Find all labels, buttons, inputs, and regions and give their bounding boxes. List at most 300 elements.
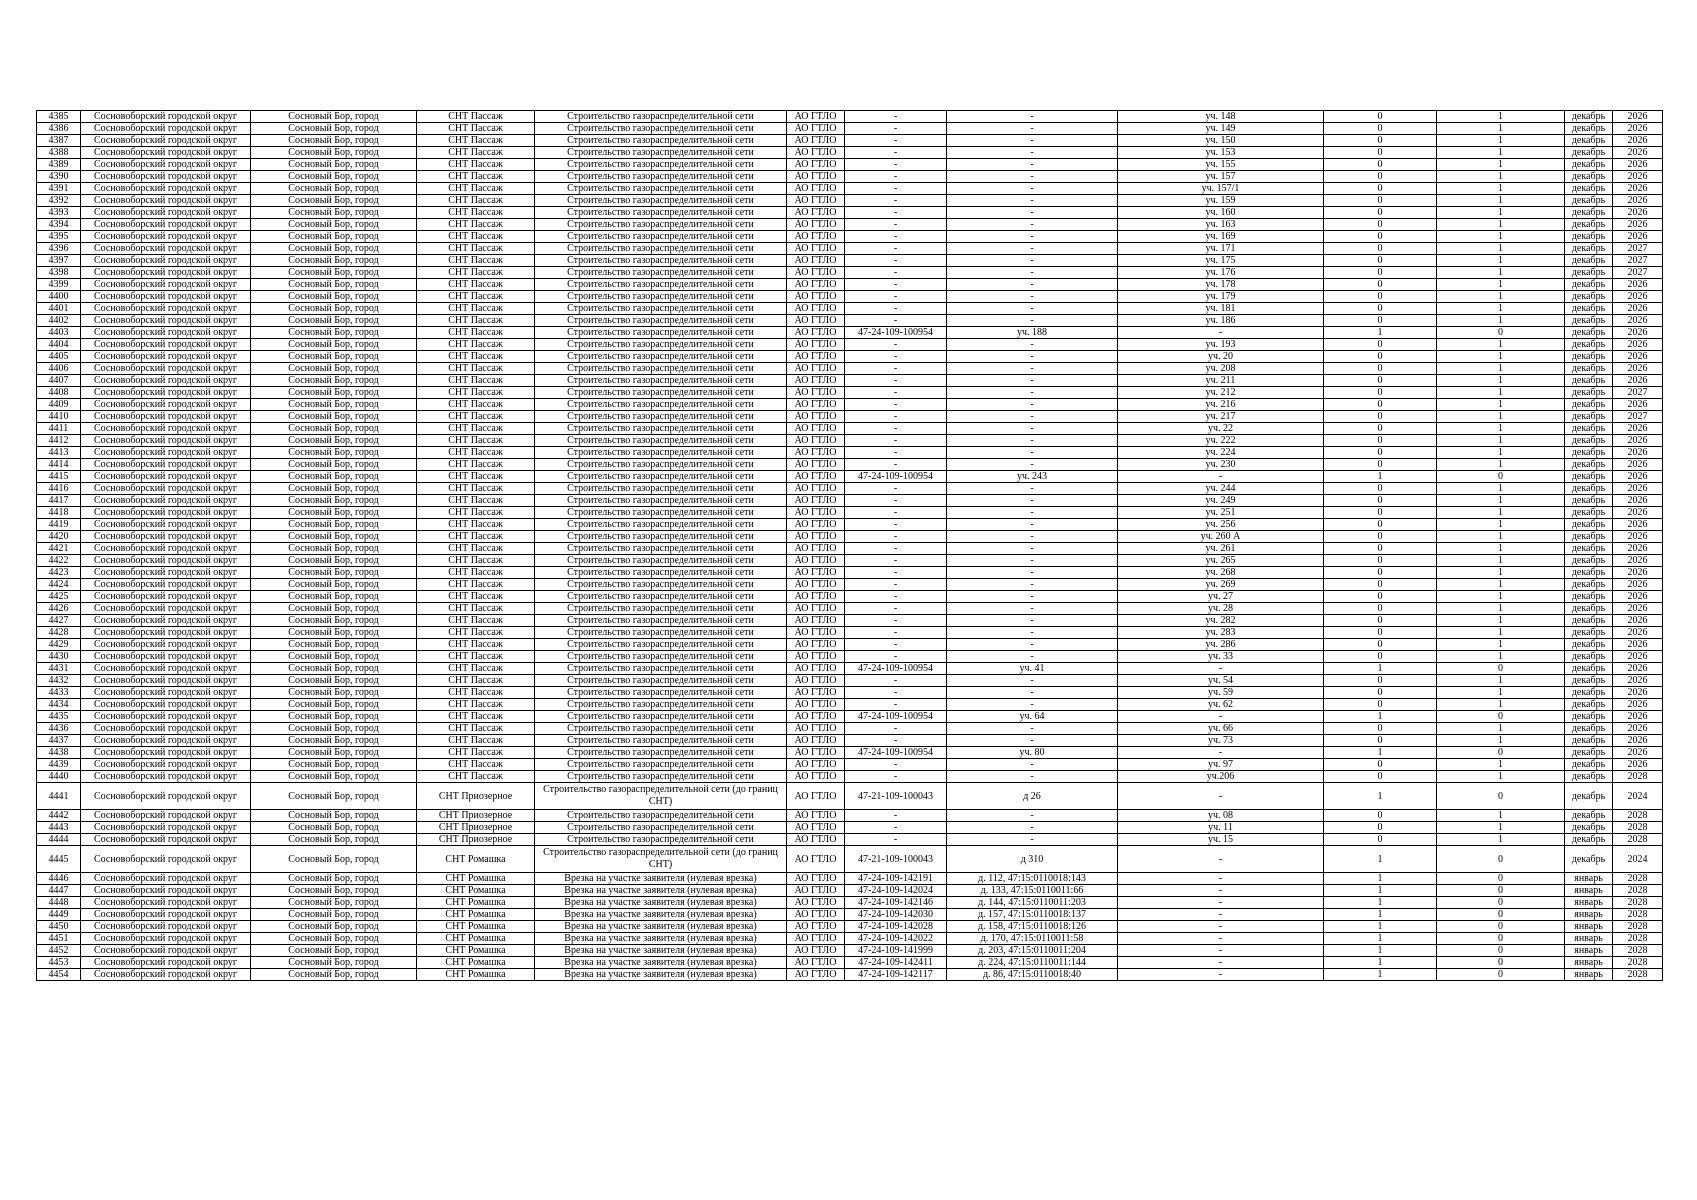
cell-snt-name: СНТ Пассаж xyxy=(417,627,535,639)
cell-month: декабрь xyxy=(1565,507,1613,519)
table-row xyxy=(37,615,1663,627)
cell-month: декабрь xyxy=(1565,387,1613,399)
cell-plot: уч. 33 xyxy=(1118,651,1324,663)
cell-year: 2028 xyxy=(1613,969,1663,981)
cell-organization: АО ГТЛО xyxy=(787,327,845,339)
table-row xyxy=(37,315,1663,327)
cell-snt-name: СНТ Пассаж xyxy=(417,519,535,531)
cell-organization: АО ГТЛО xyxy=(787,399,845,411)
cell-address: - xyxy=(947,735,1118,747)
cell-snt-name: СНТ Ромашка xyxy=(417,945,535,957)
cell-plot: уч. 175 xyxy=(1118,255,1324,267)
table-body xyxy=(37,111,1663,981)
cell-count-b: 1 xyxy=(1437,759,1565,771)
cell-year: 2026 xyxy=(1613,663,1663,675)
cell-snt-name: СНТ Ромашка xyxy=(417,969,535,981)
cell-plot: - xyxy=(1118,921,1324,933)
cell-application-number: 47-24-109-142146 xyxy=(845,897,947,909)
cell-count-b: 1 xyxy=(1437,723,1565,735)
cell-application-number: - xyxy=(845,591,947,603)
cell-work-type: Строительство газораспределительной сети xyxy=(535,627,787,639)
cell-application-number: - xyxy=(845,615,947,627)
cell-month: январь xyxy=(1565,945,1613,957)
cell-address: уч. 80 xyxy=(947,747,1118,759)
cell-count-a: 1 xyxy=(1324,909,1437,921)
cell-settlement: Сосновый Бор, город xyxy=(251,195,417,207)
cell-count-b: 1 xyxy=(1437,291,1565,303)
cell-organization: АО ГТЛО xyxy=(787,687,845,699)
table-row xyxy=(37,783,1663,810)
cell-address: - xyxy=(947,771,1118,783)
cell-municipal-district: Сосновоборский городской округ xyxy=(81,183,251,195)
cell-municipal-district: Сосновоборский городской округ xyxy=(81,231,251,243)
cell-month: январь xyxy=(1565,969,1613,981)
cell-plot: уч. 251 xyxy=(1118,507,1324,519)
cell-address: - xyxy=(947,111,1118,123)
cell-row-number: 4443 xyxy=(37,822,81,834)
cell-plot: уч. 11 xyxy=(1118,822,1324,834)
cell-organization: АО ГТЛО xyxy=(787,351,845,363)
cell-application-number: - xyxy=(845,639,947,651)
cell-row-number: 4438 xyxy=(37,747,81,759)
cell-work-type: Строительство газораспределительной сети xyxy=(535,834,787,846)
cell-snt-name: СНТ Пассаж xyxy=(417,363,535,375)
cell-work-type: Строительство газораспределительной сети xyxy=(535,591,787,603)
cell-address: - xyxy=(947,351,1118,363)
cell-snt-name: СНТ Пассаж xyxy=(417,711,535,723)
cell-month: декабрь xyxy=(1565,555,1613,567)
table-row xyxy=(37,579,1663,591)
cell-year: 2026 xyxy=(1613,123,1663,135)
cell-application-number: 47-24-109-100954 xyxy=(845,663,947,675)
cell-snt-name: СНТ Пассаж xyxy=(417,123,535,135)
cell-count-a: 0 xyxy=(1324,207,1437,219)
cell-row-number: 4453 xyxy=(37,957,81,969)
cell-settlement: Сосновый Бор, город xyxy=(251,747,417,759)
cell-application-number: - xyxy=(845,531,947,543)
cell-year: 2026 xyxy=(1613,219,1663,231)
cell-settlement: Сосновый Бор, город xyxy=(251,339,417,351)
cell-count-b: 0 xyxy=(1437,885,1565,897)
cell-application-number: - xyxy=(845,651,947,663)
cell-snt-name: СНТ Пассаж xyxy=(417,723,535,735)
cell-work-type: Строительство газораспределительной сети xyxy=(535,483,787,495)
cell-address: - xyxy=(947,435,1118,447)
cell-organization: АО ГТЛО xyxy=(787,255,845,267)
cell-work-type: Врезка на участке заявителя (нулевая врезка) xyxy=(535,957,787,969)
cell-year: 2028 xyxy=(1613,771,1663,783)
cell-row-number: 4446 xyxy=(37,873,81,885)
cell-work-type: Строительство газораспределительной сети xyxy=(535,363,787,375)
cell-row-number: 4437 xyxy=(37,735,81,747)
cell-application-number: - xyxy=(845,255,947,267)
cell-count-b: 1 xyxy=(1437,195,1565,207)
cell-count-a: 0 xyxy=(1324,423,1437,435)
cell-work-type: Врезка на участке заявителя (нулевая врезка) xyxy=(535,945,787,957)
cell-snt-name: СНТ Пассаж xyxy=(417,531,535,543)
cell-address: д. 86, 47:15:0110018:40 xyxy=(947,969,1118,981)
cell-application-number: 47-24-109-142411 xyxy=(845,957,947,969)
cell-application-number: - xyxy=(845,810,947,822)
cell-organization: АО ГТЛО xyxy=(787,267,845,279)
cell-municipal-district: Сосновоборский городской округ xyxy=(81,687,251,699)
cell-month: декабрь xyxy=(1565,846,1613,873)
cell-municipal-district: Сосновоборский городской округ xyxy=(81,483,251,495)
cell-address: - xyxy=(947,699,1118,711)
cell-month: декабрь xyxy=(1565,759,1613,771)
table-row xyxy=(37,531,1663,543)
cell-work-type: Строительство газораспределительной сети xyxy=(535,822,787,834)
cell-settlement: Сосновый Бор, город xyxy=(251,411,417,423)
cell-count-b: 1 xyxy=(1437,543,1565,555)
cell-month: декабрь xyxy=(1565,834,1613,846)
cell-work-type: Строительство газораспределительной сети xyxy=(535,291,787,303)
cell-settlement: Сосновый Бор, город xyxy=(251,675,417,687)
cell-settlement: Сосновый Бор, город xyxy=(251,267,417,279)
cell-snt-name: СНТ Пассаж xyxy=(417,387,535,399)
table-row xyxy=(37,483,1663,495)
cell-count-b: 1 xyxy=(1437,411,1565,423)
cell-plot: уч. 22 xyxy=(1118,423,1324,435)
cell-row-number: 4423 xyxy=(37,567,81,579)
cell-settlement: Сосновый Бор, город xyxy=(251,897,417,909)
table-row xyxy=(37,735,1663,747)
cell-municipal-district: Сосновоборский городской округ xyxy=(81,303,251,315)
cell-count-a: 1 xyxy=(1324,885,1437,897)
cell-address: - xyxy=(947,243,1118,255)
cell-row-number: 4397 xyxy=(37,255,81,267)
cell-organization: АО ГТЛО xyxy=(787,519,845,531)
cell-address: - xyxy=(947,387,1118,399)
table-row xyxy=(37,231,1663,243)
cell-application-number: - xyxy=(845,423,947,435)
cell-row-number: 4428 xyxy=(37,627,81,639)
cell-work-type: Строительство газораспределительной сети xyxy=(535,603,787,615)
cell-address: - xyxy=(947,255,1118,267)
cell-snt-name: СНТ Пассаж xyxy=(417,147,535,159)
cell-row-number: 4439 xyxy=(37,759,81,771)
cell-snt-name: СНТ Пассаж xyxy=(417,279,535,291)
table-row xyxy=(37,747,1663,759)
cell-row-number: 4394 xyxy=(37,219,81,231)
cell-organization: АО ГТЛО xyxy=(787,603,845,615)
cell-plot: - xyxy=(1118,846,1324,873)
table-row xyxy=(37,351,1663,363)
cell-application-number: - xyxy=(845,171,947,183)
cell-plot: уч. 160 xyxy=(1118,207,1324,219)
cell-application-number: - xyxy=(845,555,947,567)
cell-month: декабрь xyxy=(1565,435,1613,447)
cell-row-number: 4440 xyxy=(37,771,81,783)
cell-count-a: 0 xyxy=(1324,579,1437,591)
cell-snt-name: СНТ Приозерное xyxy=(417,810,535,822)
cell-settlement: Сосновый Бор, город xyxy=(251,315,417,327)
cell-address: - xyxy=(947,543,1118,555)
cell-year: 2028 xyxy=(1613,909,1663,921)
cell-municipal-district: Сосновоборский городской округ xyxy=(81,579,251,591)
cell-count-a: 0 xyxy=(1324,555,1437,567)
cell-plot: - xyxy=(1118,957,1324,969)
cell-organization: АО ГТЛО xyxy=(787,123,845,135)
cell-row-number: 4408 xyxy=(37,387,81,399)
cell-month: декабрь xyxy=(1565,603,1613,615)
cell-year: 2026 xyxy=(1613,519,1663,531)
cell-work-type: Строительство газораспределительной сети xyxy=(535,195,787,207)
cell-count-b: 0 xyxy=(1437,933,1565,945)
cell-organization: АО ГТЛО xyxy=(787,459,845,471)
cell-work-type: Строительство газораспределительной сети xyxy=(535,339,787,351)
cell-snt-name: СНТ Пассаж xyxy=(417,195,535,207)
table-row xyxy=(37,873,1663,885)
cell-year: 2026 xyxy=(1613,615,1663,627)
cell-year: 2026 xyxy=(1613,579,1663,591)
cell-settlement: Сосновый Бор, город xyxy=(251,519,417,531)
cell-year: 2028 xyxy=(1613,957,1663,969)
cell-snt-name: СНТ Пассаж xyxy=(417,459,535,471)
cell-work-type: Строительство газораспределительной сети xyxy=(535,387,787,399)
cell-year: 2027 xyxy=(1613,387,1663,399)
cell-count-a: 0 xyxy=(1324,567,1437,579)
cell-address: - xyxy=(947,495,1118,507)
cell-municipal-district: Сосновоборский городской округ xyxy=(81,663,251,675)
cell-municipal-district: Сосновоборский городской округ xyxy=(81,123,251,135)
cell-year: 2026 xyxy=(1613,723,1663,735)
cell-row-number: 4396 xyxy=(37,243,81,255)
cell-settlement: Сосновый Бор, город xyxy=(251,567,417,579)
table-row xyxy=(37,897,1663,909)
cell-application-number: 47-24-109-100954 xyxy=(845,711,947,723)
cell-count-b: 1 xyxy=(1437,555,1565,567)
cell-organization: АО ГТЛО xyxy=(787,651,845,663)
cell-plot: уч. 268 xyxy=(1118,567,1324,579)
cell-row-number: 4422 xyxy=(37,555,81,567)
cell-settlement: Сосновый Бор, город xyxy=(251,885,417,897)
cell-count-b: 0 xyxy=(1437,873,1565,885)
cell-month: декабрь xyxy=(1565,279,1613,291)
cell-settlement: Сосновый Бор, город xyxy=(251,603,417,615)
cell-plot: уч. 73 xyxy=(1118,735,1324,747)
cell-plot: уч. 261 xyxy=(1118,543,1324,555)
cell-plot: - xyxy=(1118,945,1324,957)
cell-work-type: Строительство газораспределительной сети xyxy=(535,411,787,423)
cell-snt-name: СНТ Пассаж xyxy=(417,219,535,231)
cell-row-number: 4417 xyxy=(37,495,81,507)
cell-address: - xyxy=(947,531,1118,543)
cell-work-type: Строительство газораспределительной сети xyxy=(535,639,787,651)
cell-settlement: Сосновый Бор, город xyxy=(251,699,417,711)
cell-count-a: 0 xyxy=(1324,543,1437,555)
cell-work-type: Строительство газораспределительной сети xyxy=(535,579,787,591)
cell-application-number: - xyxy=(845,243,947,255)
cell-month: декабрь xyxy=(1565,315,1613,327)
cell-municipal-district: Сосновоборский городской округ xyxy=(81,411,251,423)
cell-snt-name: СНТ Пассаж xyxy=(417,735,535,747)
cell-application-number: 47-24-109-142024 xyxy=(845,885,947,897)
cell-address: - xyxy=(947,171,1118,183)
cell-snt-name: СНТ Пассаж xyxy=(417,159,535,171)
cell-month: декабрь xyxy=(1565,675,1613,687)
cell-plot: уч. 157/1 xyxy=(1118,183,1324,195)
cell-application-number: 47-24-109-142028 xyxy=(845,921,947,933)
table-row xyxy=(37,699,1663,711)
cell-municipal-district: Сосновоборский городской округ xyxy=(81,735,251,747)
table-row xyxy=(37,555,1663,567)
cell-work-type: Строительство газораспределительной сети xyxy=(535,447,787,459)
cell-plot: уч. 186 xyxy=(1118,315,1324,327)
cell-work-type: Строительство газораспределительной сети xyxy=(535,555,787,567)
cell-month: декабрь xyxy=(1565,591,1613,603)
cell-settlement: Сосновый Бор, город xyxy=(251,147,417,159)
cell-year: 2026 xyxy=(1613,639,1663,651)
cell-settlement: Сосновый Бор, город xyxy=(251,207,417,219)
table-row xyxy=(37,723,1663,735)
cell-snt-name: СНТ Пассаж xyxy=(417,243,535,255)
cell-work-type: Строительство газораспределительной сети xyxy=(535,219,787,231)
cell-application-number: - xyxy=(845,567,947,579)
cell-count-b: 1 xyxy=(1437,399,1565,411)
cell-count-a: 0 xyxy=(1324,291,1437,303)
cell-work-type: Строительство газораспределительной сети xyxy=(535,711,787,723)
cell-settlement: Сосновый Бор, город xyxy=(251,783,417,810)
cell-count-b: 1 xyxy=(1437,279,1565,291)
cell-month: декабрь xyxy=(1565,639,1613,651)
cell-count-b: 1 xyxy=(1437,627,1565,639)
cell-application-number: - xyxy=(845,579,947,591)
table-row xyxy=(37,195,1663,207)
cell-application-number: - xyxy=(845,147,947,159)
table-row xyxy=(37,909,1663,921)
cell-row-number: 4385 xyxy=(37,111,81,123)
cell-organization: АО ГТЛО xyxy=(787,909,845,921)
cell-month: декабрь xyxy=(1565,615,1613,627)
cell-plot: - xyxy=(1118,327,1324,339)
cell-count-b: 1 xyxy=(1437,771,1565,783)
cell-municipal-district: Сосновоборский городской округ xyxy=(81,459,251,471)
cell-month: январь xyxy=(1565,933,1613,945)
cell-organization: АО ГТЛО xyxy=(787,531,845,543)
table-row xyxy=(37,933,1663,945)
cell-row-number: 4401 xyxy=(37,303,81,315)
cell-settlement: Сосновый Бор, город xyxy=(251,579,417,591)
cell-settlement: Сосновый Бор, город xyxy=(251,507,417,519)
cell-application-number: - xyxy=(845,123,947,135)
table-row xyxy=(37,711,1663,723)
cell-count-a: 0 xyxy=(1324,363,1437,375)
cell-municipal-district: Сосновоборский городской округ xyxy=(81,111,251,123)
cell-application-number: - xyxy=(845,183,947,195)
cell-snt-name: СНТ Пассаж xyxy=(417,447,535,459)
cell-count-a: 0 xyxy=(1324,255,1437,267)
cell-municipal-district: Сосновоборский городской округ xyxy=(81,363,251,375)
cell-plot: - xyxy=(1118,663,1324,675)
cell-count-b: 0 xyxy=(1437,969,1565,981)
cell-count-a: 0 xyxy=(1324,651,1437,663)
cell-organization: АО ГТЛО xyxy=(787,567,845,579)
cell-application-number: - xyxy=(845,219,947,231)
cell-row-number: 4415 xyxy=(37,471,81,483)
cell-work-type: Строительство газораспределительной сети xyxy=(535,423,787,435)
cell-address: - xyxy=(947,375,1118,387)
cell-month: январь xyxy=(1565,885,1613,897)
cell-count-b: 1 xyxy=(1437,231,1565,243)
cell-count-b: 1 xyxy=(1437,147,1565,159)
cell-work-type: Строительство газораспределительной сети xyxy=(535,171,787,183)
table-row xyxy=(37,759,1663,771)
cell-count-b: 1 xyxy=(1437,387,1565,399)
cell-row-number: 4419 xyxy=(37,519,81,531)
cell-count-b: 1 xyxy=(1437,531,1565,543)
table-row xyxy=(37,519,1663,531)
cell-address: - xyxy=(947,123,1118,135)
cell-year: 2028 xyxy=(1613,921,1663,933)
cell-organization: АО ГТЛО xyxy=(787,873,845,885)
cell-organization: АО ГТЛО xyxy=(787,207,845,219)
cell-organization: АО ГТЛО xyxy=(787,969,845,981)
cell-row-number: 4454 xyxy=(37,969,81,981)
cell-year: 2026 xyxy=(1613,483,1663,495)
cell-count-b: 1 xyxy=(1437,423,1565,435)
table-row xyxy=(37,399,1663,411)
cell-organization: АО ГТЛО xyxy=(787,771,845,783)
cell-organization: АО ГТЛО xyxy=(787,783,845,810)
cell-plot: уч. 216 xyxy=(1118,399,1324,411)
cell-plot: - xyxy=(1118,897,1324,909)
table-row xyxy=(37,603,1663,615)
cell-organization: АО ГТЛО xyxy=(787,822,845,834)
table-row xyxy=(37,135,1663,147)
cell-count-a: 0 xyxy=(1324,822,1437,834)
cell-organization: АО ГТЛО xyxy=(787,957,845,969)
cell-snt-name: СНТ Ромашка xyxy=(417,897,535,909)
cell-month: январь xyxy=(1565,921,1613,933)
cell-count-a: 0 xyxy=(1324,483,1437,495)
cell-row-number: 4427 xyxy=(37,615,81,627)
cell-plot: уч. 27 xyxy=(1118,591,1324,603)
cell-snt-name: СНТ Пассаж xyxy=(417,291,535,303)
cell-row-number: 4416 xyxy=(37,483,81,495)
cell-settlement: Сосновый Бор, город xyxy=(251,759,417,771)
table-row xyxy=(37,243,1663,255)
cell-settlement: Сосновый Бор, город xyxy=(251,945,417,957)
cell-count-a: 0 xyxy=(1324,159,1437,171)
cell-count-a: 1 xyxy=(1324,663,1437,675)
cell-year: 2026 xyxy=(1613,171,1663,183)
cell-year: 2026 xyxy=(1613,591,1663,603)
cell-snt-name: СНТ Пассаж xyxy=(417,435,535,447)
cell-month: декабрь xyxy=(1565,159,1613,171)
cell-plot: уч. 155 xyxy=(1118,159,1324,171)
cell-address: - xyxy=(947,147,1118,159)
cell-month: декабрь xyxy=(1565,399,1613,411)
cell-count-a: 0 xyxy=(1324,375,1437,387)
cell-month: декабрь xyxy=(1565,375,1613,387)
cell-count-b: 0 xyxy=(1437,663,1565,675)
cell-month: декабрь xyxy=(1565,747,1613,759)
cell-work-type: Строительство газораспределительной сети xyxy=(535,279,787,291)
cell-work-type: Строительство газораспределительной сети xyxy=(535,399,787,411)
cell-work-type: Врезка на участке заявителя (нулевая врезка) xyxy=(535,873,787,885)
cell-settlement: Сосновый Бор, город xyxy=(251,231,417,243)
cell-application-number: - xyxy=(845,459,947,471)
cell-row-number: 4424 xyxy=(37,579,81,591)
cell-year: 2027 xyxy=(1613,243,1663,255)
cell-work-type: Строительство газораспределительной сети xyxy=(535,159,787,171)
cell-settlement: Сосновый Бор, город xyxy=(251,687,417,699)
cell-address: уч. 188 xyxy=(947,327,1118,339)
cell-year: 2026 xyxy=(1613,315,1663,327)
table-row xyxy=(37,969,1663,981)
cell-count-a: 0 xyxy=(1324,435,1437,447)
